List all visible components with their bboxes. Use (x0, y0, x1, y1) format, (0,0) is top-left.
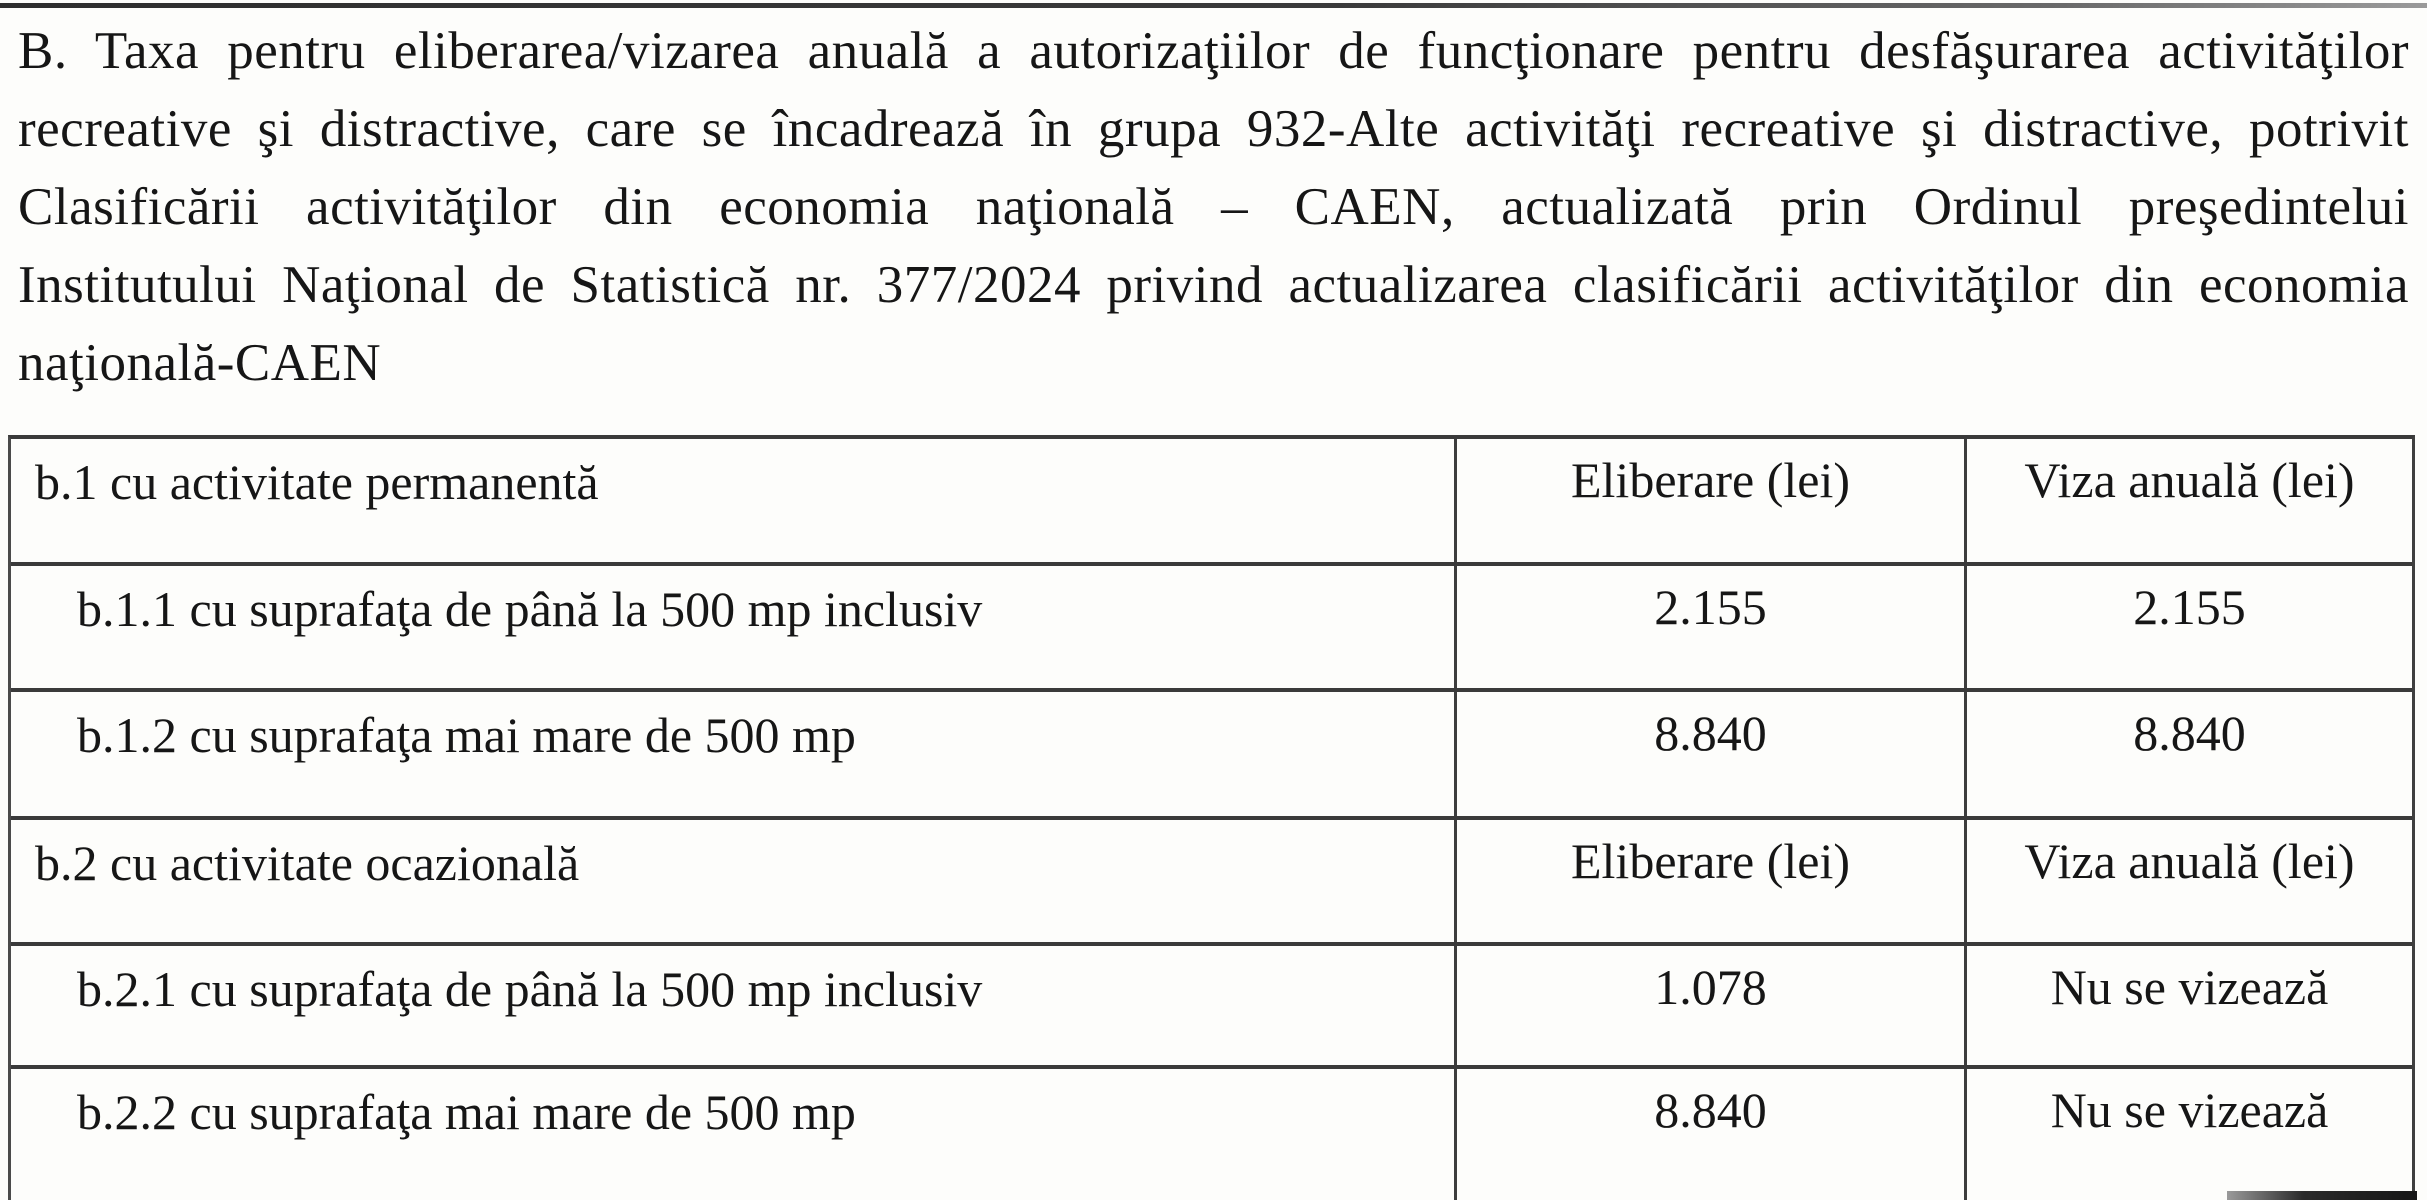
table-row-b12 (11, 692, 2412, 820)
paragraph-line: naţională-CAEN (18, 334, 382, 392)
eliberare-value: 2.155 (1457, 566, 1967, 688)
row-label: b.2 cu activitate ocazională (11, 820, 1457, 942)
table-row-b22 (11, 1069, 2412, 1200)
row-label: b.2.2 cu suprafaţa mai mare de 500 mp (11, 1069, 1457, 1200)
top-scan-rule (0, 3, 2427, 8)
scan-artifact (2227, 1191, 2417, 1200)
row-label: b.1.2 cu suprafaţa mai mare de 500 mp (11, 692, 1457, 816)
viza-value: 2.155 (2133, 579, 2246, 635)
paragraph-line: B. Taxa pentru eliberarea/vizarea anuală a autorizaţiilor de funcţionare pentru desfăşurarea activităţilor (18, 22, 2409, 80)
paragraph-line: Clasificării activităţilor din economia naţională – CAEN, actualizată prin Ordinul preşedintelui (18, 178, 2409, 236)
row-label: b.1.1 cu suprafaţa de până la 500 mp inclusiv (11, 566, 1457, 688)
row-label: b.2.1 cu suprafaţa de până la 500 mp inclusiv (11, 946, 1457, 1065)
column-header-viza: Viza anuală (lei) (2024, 452, 2355, 508)
viza-value: 8.840 (2133, 705, 2246, 761)
column-header-eliberare: Eliberare (lei) (1457, 439, 1967, 562)
column-header-viza: Viza anuală (lei) (2024, 833, 2355, 889)
paragraph-line: recreative şi distractive, care se încadrează în grupa 932-Alte activităţi recreative şi distractive, potrivit (18, 100, 2409, 158)
table-row-b2-header (11, 820, 2412, 946)
row-label: b.1 cu activitate permanentă (11, 439, 1457, 562)
viza-value: Nu se vizează (2050, 959, 2329, 1015)
eliberare-value: 8.840 (1457, 1069, 1967, 1200)
fee-table (8, 435, 2415, 1200)
viza-value: Nu se vizează (2050, 1082, 2329, 1138)
eliberare-value: 1.078 (1457, 946, 1967, 1065)
table-row-b21 (11, 946, 2412, 1069)
paragraph-line: Institutului Naţional de Statistică nr. 377/2024 privind actualizarea clasificării activităţilor din economia (18, 256, 2409, 314)
column-header-eliberare: Eliberare (lei) (1457, 820, 1967, 942)
eliberare-value: 8.840 (1457, 692, 1967, 816)
table-row-b11 (11, 566, 2412, 692)
table-row-b1-header (11, 439, 2412, 566)
intro-paragraph (18, 16, 2409, 406)
